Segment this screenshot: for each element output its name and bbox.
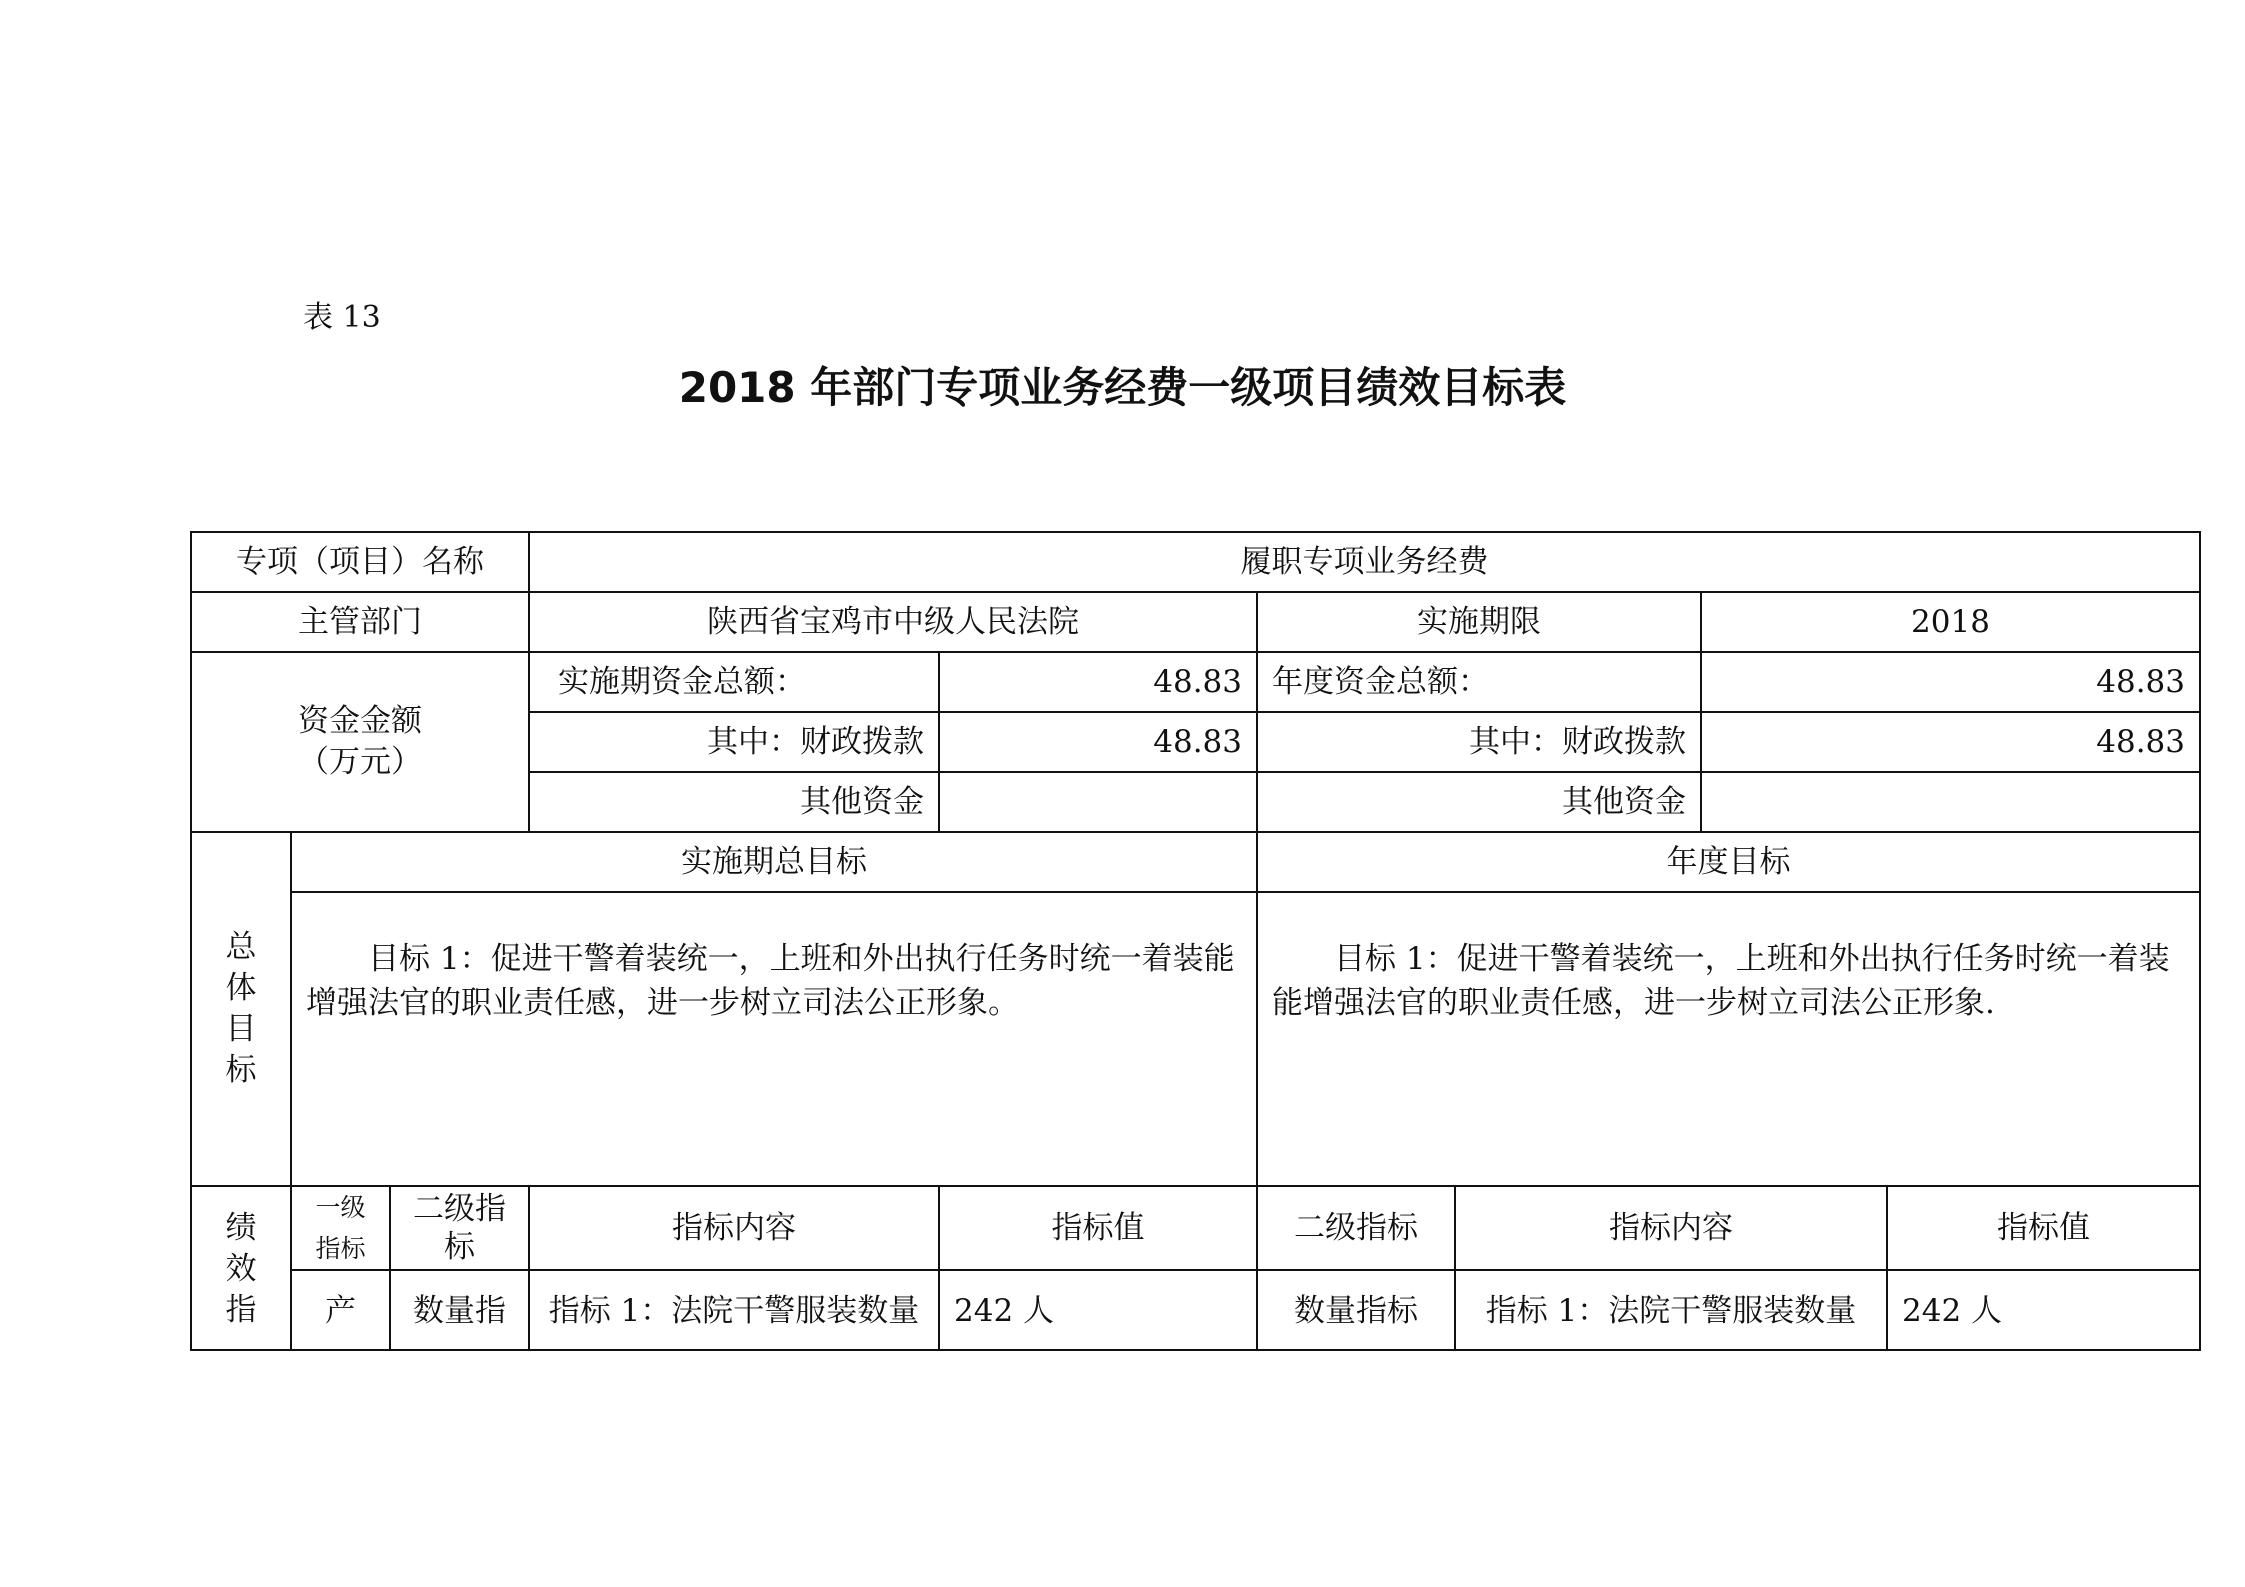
side-char: 目: [225, 1011, 257, 1047]
side-char: 标: [225, 1052, 257, 1088]
row-level1: 产: [290, 1269, 389, 1351]
row-annual-content: 指标 1：法院干警服装数量: [1454, 1269, 1886, 1351]
header-level1-line1: 一级: [315, 1193, 366, 1222]
header-annual-level2: 二级指标: [1256, 1185, 1454, 1269]
annual-other-value: [1700, 771, 2199, 831]
period-label: 实施期限: [1256, 591, 1700, 651]
impl-fiscal-label: 其中：财政拨款: [528, 711, 938, 771]
table-bottom-border: [190, 1349, 2201, 1351]
header-level1-indicator: [290, 1185, 389, 1269]
row-level2: 数量指: [389, 1269, 528, 1351]
overall-goals-side-label: [190, 831, 290, 1185]
header-indicator-content: 指标内容: [528, 1185, 938, 1269]
period-value: 2018: [1700, 591, 2199, 651]
header-indicator-value: 指标值: [938, 1185, 1256, 1269]
performance-target-table: [190, 531, 2199, 1351]
document-title: 2018 年部门专项业务经费一级项目绩效目标表: [678, 363, 1567, 412]
side-char: 绩: [225, 1209, 257, 1246]
impl-fiscal-value: 48.83: [938, 711, 1256, 771]
performance-side-label: [190, 1185, 290, 1351]
impl-other-label: 其他资金: [528, 771, 938, 831]
header-level2-line2: 标: [444, 1229, 475, 1265]
impl-other-value: [938, 771, 1256, 831]
side-char: 指: [225, 1291, 257, 1328]
annual-total-value: 48.83: [1700, 651, 2199, 711]
row-annual-level2: 数量指标: [1256, 1269, 1454, 1351]
department-label: 主管部门: [190, 591, 528, 651]
annual-fiscal-value: 48.83: [1700, 711, 2199, 771]
header-annual-value: 指标值: [1886, 1185, 2199, 1269]
row-annual-value: 242 人: [1886, 1269, 2199, 1351]
funds-label: [190, 651, 528, 831]
side-char: 体: [225, 970, 257, 1006]
annual-total-label: 年度资金总额：: [1256, 651, 1700, 711]
side-char: 效: [225, 1250, 257, 1287]
impl-total-value: 48.83: [938, 651, 1256, 711]
table-number-label: 表 13: [303, 300, 381, 335]
impl-goal-text: 目标 1：促进干警着装统一，上班和外出执行任务时统一着装能增强法官的职业责任感，进一步树立司法公正形象。: [290, 891, 1256, 1185]
header-annual-content: 指标内容: [1454, 1185, 1886, 1269]
table-right-border: [2199, 531, 2201, 1351]
annual-other-label: 其他资金: [1256, 771, 1700, 831]
annual-goal-text: 目标 1：促进干警着装统一，上班和外出执行任务时统一着装能增强法官的职业责任感，进一步树立司法公正形象.: [1256, 891, 2199, 1185]
funds-label-line1: 资金金额: [298, 703, 422, 739]
side-char: 总: [225, 929, 257, 965]
header-level1-line2: 指标: [315, 1234, 366, 1263]
impl-goal-header: 实施期总目标: [290, 831, 1256, 891]
project-name-label: 专项（项目）名称: [190, 531, 528, 591]
header-level2-indicator: [389, 1185, 528, 1269]
annual-goal-header: 年度目标: [1256, 831, 2199, 891]
project-name-value: 履职专项业务经费: [528, 531, 2199, 591]
impl-total-label: 实施期资金总额：: [528, 651, 938, 711]
row-content: 指标 1：法院干警服装数量: [528, 1269, 938, 1351]
department-value: 陕西省宝鸡市中级人民法院: [528, 591, 1256, 651]
annual-fiscal-label: 其中：财政拨款: [1256, 711, 1700, 771]
row-value: 242 人: [938, 1269, 1256, 1351]
funds-label-line2: （万元）: [298, 744, 422, 780]
header-level2-line1: 二级指: [413, 1191, 506, 1227]
